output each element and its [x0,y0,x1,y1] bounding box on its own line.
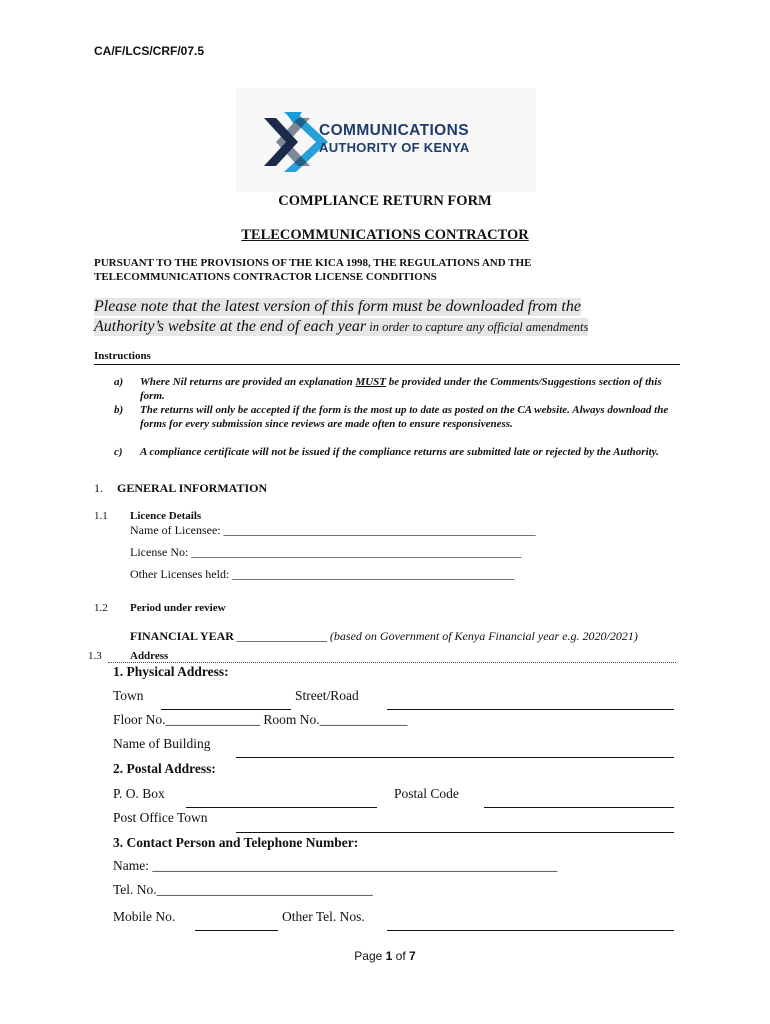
pobox-input[interactable] [186,807,377,808]
instruction-c-text: A compliance certificate will not be issued if the compliance returns are submitted late or rejected by the Authority. [140,446,659,458]
logo-line-2: AUTHORITY OF KENYA [319,140,470,155]
postal-code-input[interactable] [484,807,674,808]
tel-no-field[interactable]: Tel. No.________________________________ [113,882,373,897]
physical-address-heading: 1. Physical Address: [113,664,229,679]
licensee-name-field[interactable]: Name of Licensee: ____________________________________________________ [130,523,536,537]
instruction-a-marker: a) [114,376,124,388]
town-label: Town [113,688,144,703]
form-title: COMPLIANCE RETURN FORM [278,193,492,209]
financial-year-note: (based on Government of Kenya Financial year e.g. 2020/2021) [329,629,638,643]
other-licenses-field[interactable]: Other Licenses held: _______________________________________________ [130,567,515,581]
mobile-input[interactable] [195,930,278,931]
mobile-label: Mobile No. [113,909,176,924]
pursuant-line-2: TELECOMMUNICATIONS CONTRACTOR LICENSE CONDITIONS [94,271,437,283]
pobox-label: P. O. Box [113,786,165,801]
contact-heading: 3. Contact Person and Telephone Number: [113,835,359,850]
note-line-2-main: Authority’s website at the end of each year [94,318,367,335]
note-line-2 [94,318,588,336]
license-no-field[interactable]: License No: _______________________________________________________ [130,545,522,559]
logo [236,88,536,192]
contact-name-field[interactable]: Name: ____________________________________________________________ [113,858,558,873]
other-tel-input[interactable] [387,930,674,931]
instruction-a-text-end: be provided under the Comments/Suggestions section of this form. [140,376,662,402]
instruction-a-emphasis: MUST [355,376,386,388]
street-input[interactable] [387,709,674,710]
financial-year-field[interactable] [130,629,638,644]
form-subtitle: TELECOMMUNICATIONS CONTRACTOR [241,227,529,243]
note-line-2-tail: in order to capture any official amendments [366,320,589,334]
instruction-a-text: Where Nil returns are provided an explanation [140,376,356,388]
page-total: 7 [409,949,416,963]
s13-number: 1.3 [88,650,102,662]
logo-line-1: COMMUNICATIONS [319,122,469,139]
building-label: Name of Building [113,736,211,751]
s12-title: Period under review [130,602,226,614]
floor-room-field[interactable]: Floor No.______________ Room No._____________ [113,712,408,727]
instruction-c-marker: c) [114,446,123,458]
postal-code-label: Postal Code [394,786,459,801]
page-number [0,949,770,963]
s12-number: 1.2 [94,602,108,614]
section-1-title: GENERAL INFORMATION [117,481,268,495]
instructions-rule [94,364,680,365]
financial-year-label: FINANCIAL YEAR [130,629,234,643]
note-line-1: Please note that the latest version of this form must be downloaded from the [94,298,581,315]
address-rule [108,662,676,663]
town-input[interactable] [161,709,291,710]
street-label: Street/Road [295,688,359,703]
pursuant-line-1: PURSUANT TO THE PROVISIONS OF THE KICA 1998, THE REGULATIONS AND THE [94,257,532,269]
post-office-town-label: Post Office Town [113,810,208,825]
s11-title: Licence Details [130,510,202,522]
s13-title: Address [130,650,169,662]
other-tel-label: Other Tel. Nos. [282,909,365,924]
s11-number: 1.1 [94,510,108,522]
financial-year-blank[interactable]: _______________ [233,629,330,643]
instruction-b-text: The returns will only be accepted if the form is the most up to date as posted on the CA website. Always download the forms for every submission since reviews are made often to ensure responsiveness. [140,404,669,430]
page-of: of [392,949,410,963]
document-code: CA/F/LCS/CRF/07.5 [94,44,205,58]
building-input[interactable] [236,757,674,758]
post-office-town-input[interactable] [236,832,674,833]
page-current: 1 [385,949,393,963]
instructions-heading: Instructions [94,350,151,362]
postal-address-heading: 2. Postal Address: [113,761,216,776]
instruction-b-marker: b) [114,404,124,416]
page-prefix: Page [354,949,386,963]
section-1-number: 1. [94,481,103,495]
